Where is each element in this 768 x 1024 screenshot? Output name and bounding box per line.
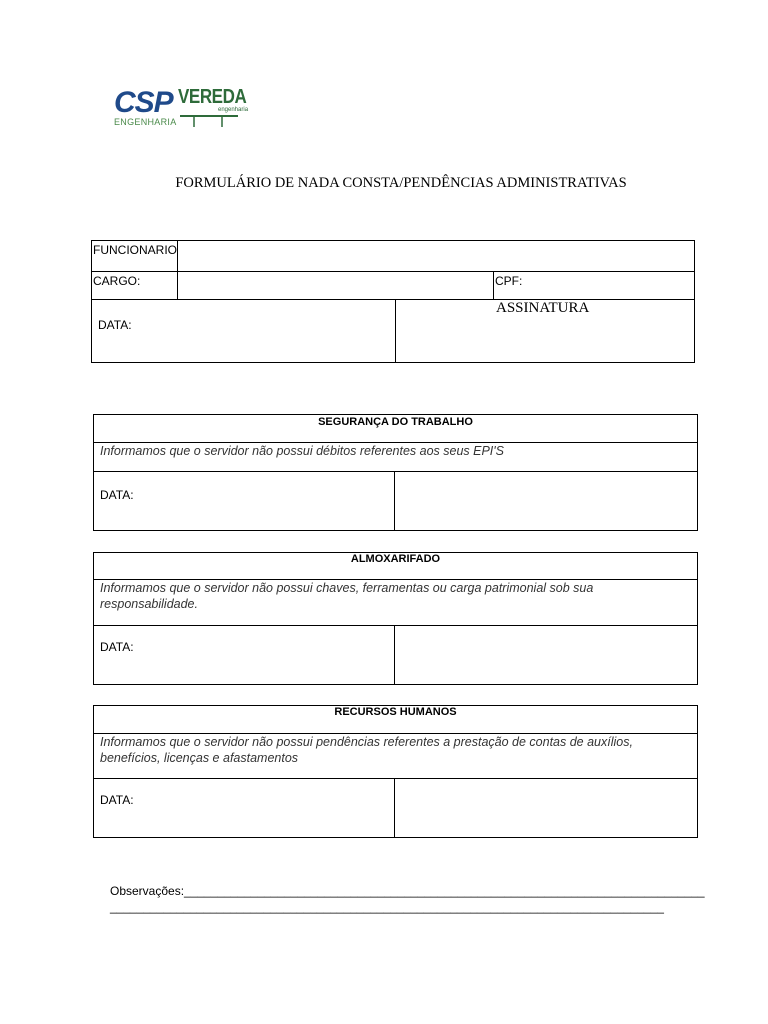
section-data-field[interactable] [94, 472, 395, 530]
cpf-field[interactable] [494, 272, 694, 300]
data-field[interactable] [92, 300, 396, 362]
funcionario-label: FUNCIONARIO [93, 243, 177, 257]
section-title: ALMOXARIFADO [94, 553, 697, 580]
section-statement: Informamos que o servidor não possui chaves, ferramentas ou carga patrimonial sob sua responsabilidade. [94, 580, 697, 626]
observacoes-line-2[interactable]: ___________________________________________________________________________________ [110, 900, 664, 914]
section-seguranca [93, 414, 698, 531]
section-almoxarifado [93, 552, 698, 685]
funcionario-label-cell [92, 241, 178, 272]
section-signature-field[interactable] [395, 472, 697, 530]
section-data-label: DATA: [100, 488, 134, 502]
section-data-label: DATA: [100, 640, 134, 654]
funcionario-field[interactable] [178, 241, 694, 272]
cargo-label: CARGO: [93, 274, 141, 288]
section-data-field[interactable] [94, 626, 395, 684]
vereda-logo [178, 86, 248, 132]
csp-logo-subtitle: ENGENHARIA [114, 117, 177, 127]
section-data-label: DATA: [100, 793, 134, 807]
page-title: FORMULÁRIO DE NADA CONSTA/PENDÊNCIAS ADMINISTRATIVAS [175, 175, 627, 191]
csp-logo-text: CSP [114, 86, 173, 119]
section-signature-row [94, 779, 697, 837]
section-recursos-humanos [93, 705, 698, 838]
section-statement: Informamos que o servidor não possui pendências referentes a prestação de contas de auxílios, benefícios, licenças e afastamentos [94, 734, 697, 779]
cargo-field[interactable] [178, 272, 494, 300]
section-title: RECURSOS HUMANOS [94, 706, 697, 734]
section-data-field[interactable] [94, 779, 395, 837]
section-signature-field[interactable] [395, 626, 697, 684]
section-signature-field[interactable] [395, 779, 697, 837]
section-signature-row [94, 626, 697, 684]
vereda-logo-subtitle: engenharia [218, 107, 249, 113]
data-label: DATA: [98, 318, 132, 332]
vereda-logo-text: VEREDA [178, 86, 247, 108]
section-title: SEGURANÇA DO TRABALHO [94, 415, 697, 443]
section-signature-row [94, 472, 697, 530]
section-statement: Informamos que o servidor não possui débitos referentes aos seus EPI'S [94, 443, 697, 472]
assinatura-field[interactable] [396, 300, 694, 362]
csp-logo [112, 86, 177, 130]
vereda-logo-mark [178, 114, 242, 130]
assinatura-label: ASSINATURA [496, 300, 590, 316]
observacoes-line-1[interactable]: Observações:______________________________________________________________________________ [110, 884, 705, 898]
cpf-label: CPF: [495, 274, 523, 288]
header-form [91, 240, 695, 363]
cargo-label-cell [92, 272, 178, 300]
